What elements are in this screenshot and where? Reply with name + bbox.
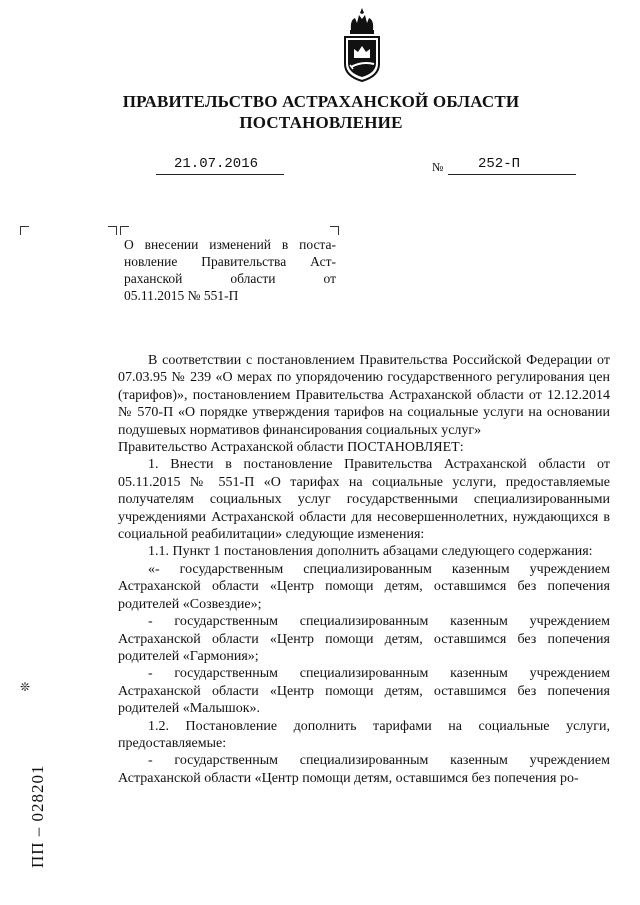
subject-line: раханской области от <box>124 271 336 286</box>
corner-mark-mid-right <box>120 226 129 235</box>
corner-mark-left <box>20 226 29 235</box>
bullet-garmoniya: - государственным специализированным казенным учреждением Астраханской области «Центр помощи детям, оставшимся без попечения родителей «Гармония»; <box>118 614 610 664</box>
item-1-2-paragraph: 1.2. Постановление дополнить тарифами на социальные услуги, предоставляемые: <box>118 718 610 751</box>
number-sign: № <box>432 160 444 174</box>
margin-serial-block <box>6 680 47 870</box>
subject-line: новление Правительства Аст- <box>124 254 336 269</box>
document-body <box>118 352 610 787</box>
bullet-sozvezdie: «- государственным специализированным казенным учреждением Астраханской области «Центр помощи детям, оставшимся без попечения родителей «Созвездие»; <box>118 561 610 612</box>
date-line <box>156 156 284 175</box>
document-type-title: ПОСТАНОВЛЕНИЕ <box>239 113 403 132</box>
number-line <box>448 156 576 175</box>
resolution-statement: Правительство Астраханской области ПОСТАНОВЛЯЕТ: <box>118 440 464 456</box>
form-serial-number: ПП – 028201 <box>28 764 47 868</box>
government-title: ПРАВИТЕЛЬСТВО АСТРАХАНСКОЙ ОБЛАСТИ <box>122 92 520 111</box>
bullet-continued: - государственным специализированным казенным учреждением Астраханской области «Центр помощи детям, оставшимся без попечения ро- <box>118 753 610 786</box>
item-1-paragraph: 1. Внести в постановление Правительства Астраханской области от 05.11.2015 № 551-П «О тарифах на социальные услуги, предоставляемые получателям социальных услуг государственными специализированными учреждениями Астраханской области для несовершеннолетних, нуждающихся в социальной реабилитации» следующие изменения: <box>118 457 610 543</box>
document-subject <box>124 236 336 304</box>
corner-mark-right <box>330 226 339 235</box>
subject-line: 05.11.2015 № 551-П <box>124 288 239 303</box>
coat-of-arms-icon <box>339 6 385 84</box>
bullet-malyshok: - государственным специализированным казенным учреждением Астраханской области «Центр помощи детям, оставшимся без попечения родителей «Малышок». <box>118 666 610 717</box>
item-1-1-paragraph: 1.1. Пункт 1 постановления дополнить абзацами следующего содержания: <box>148 544 593 560</box>
document-number: 252-П <box>478 156 521 172</box>
document-date: 21.07.2016 <box>174 156 259 172</box>
margin-mark: ❊ <box>20 680 31 694</box>
preamble-paragraph: В соответствии с постановлением Правительства Российской Федерации от 07.03.95 № 239 «О мерах по упорядочению государственного регулирования цен (тарифов)», постановлением Правительства Астраханской области от 12.12.2014 № 570-П «О порядке утверждения тарифов на социальные услуги на основании подушевых нормативов финансирования социальных услуг» <box>118 353 610 438</box>
subject-line: О внесении изменений в поста- <box>124 237 336 252</box>
corner-mark-mid-left <box>108 226 117 235</box>
